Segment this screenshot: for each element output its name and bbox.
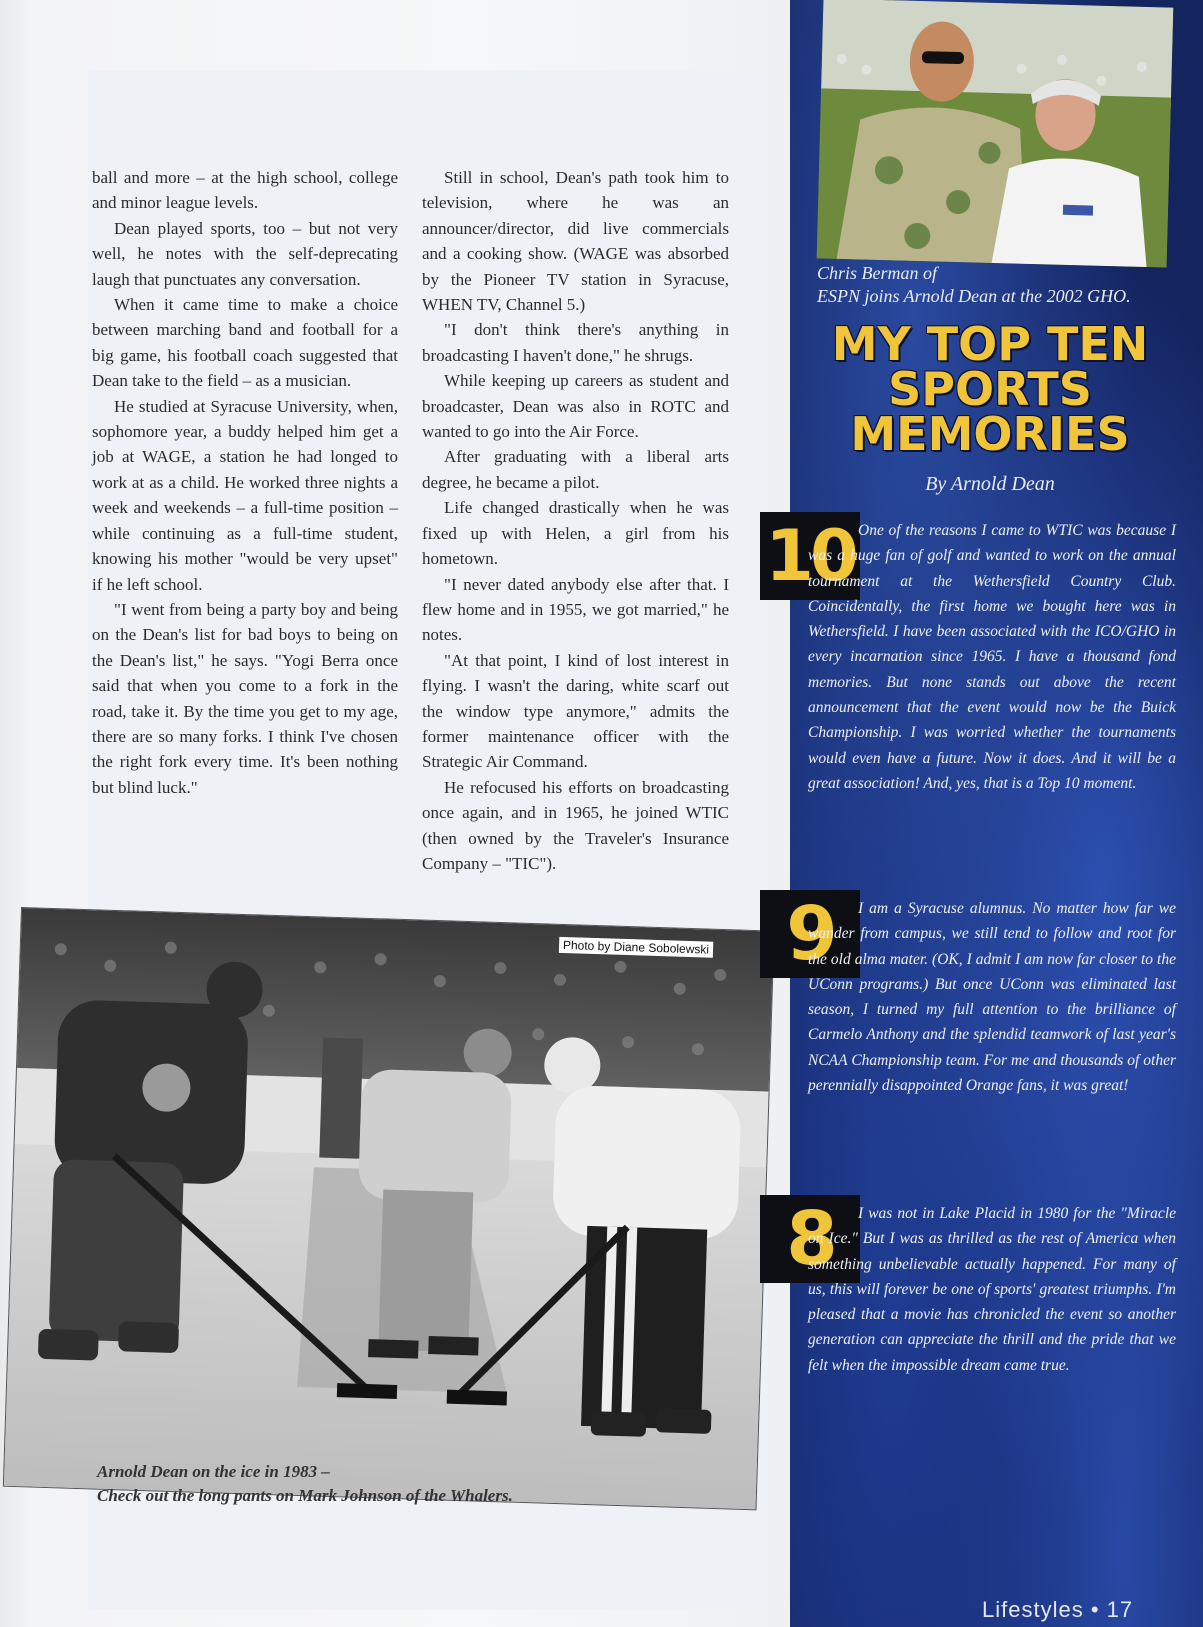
photo-caption: [817, 262, 1177, 308]
berman-dean-photo: [817, 0, 1174, 268]
paragraph: He studied at Syracuse University, when, sophomore year, a buddy helped him get a job at WAGE, a station he had longed to work at as a child. He worked three nights a week and weekends – a full-time position – while continuing as a full-time student, knowing his mother "would be very upset" if he left school.: [92, 396, 398, 594]
rank-badge-9: 9: [760, 890, 860, 978]
caption-line: Arnold Dean on the ice in 1983 –: [97, 1462, 330, 1481]
paragraph: When it came time to make a choice between marching band and football for a big game, his football coach suggested that Dean take to the field – as a musician.: [92, 295, 398, 391]
paragraph: Dean played sports, too – but not very well, he notes with the self-deprecating laugh that punctuates any conversation.: [92, 218, 398, 289]
headline-line: SPORTS: [888, 362, 1092, 416]
page-number: 17: [1106, 1597, 1134, 1622]
rank-badge-8: 8: [760, 1195, 860, 1283]
paragraph: Life changed drastically when he was fixed up with Helen, a girl from his hometown.: [422, 498, 729, 569]
footer-separator: •: [1090, 1597, 1100, 1622]
article-column-left: [92, 165, 398, 800]
top-ten-sidebar: [765, 0, 1203, 1627]
photo-credit: Photo by Diane Sobolewski: [559, 937, 714, 958]
article-column-right: [422, 165, 729, 876]
byline: By Arnold Dean: [925, 473, 1055, 495]
caption-line: ESPN joins Arnold Dean at the 2002 GHO.: [817, 286, 1131, 306]
hockey-faceoff-photo: [4, 908, 774, 1509]
headline-line: MY TOP TEN: [831, 317, 1149, 371]
memory-entry-8: [808, 1201, 1176, 1378]
footer-section: Lifestyles: [982, 1597, 1084, 1622]
caption-line: Check out the long pants on Mark Johnson of the Whalers.: [97, 1486, 513, 1505]
paragraph: ball and more – at the high school, college and minor league levels.: [92, 168, 398, 213]
photo-illustration: [817, 0, 1174, 268]
headline-line: MEMORIES: [850, 407, 1130, 461]
paragraph: While keeping up careers as student and broadcaster, Dean was also in ROTC and wanted to go into the Air Force.: [422, 371, 729, 442]
memory-entry-9: [808, 896, 1176, 1098]
sidebar-headline: [800, 317, 1180, 461]
photo-caption: [97, 1460, 697, 1508]
paragraph: "At that point, I kind of lost interest in flying. I wasn't the daring, white scarf out the window type anymore," admits the former maintenance officer with the Strategic Air Command.: [422, 650, 729, 772]
paragraph: After graduating with a liberal arts degree, he became a pilot.: [422, 447, 729, 492]
entry-text: One of the reasons I came to WTIC was because I was a huge fan of golf and wanted to work on the annual tournament at the Wethersfield Country Club. Coincidentally, the first home we bought here was in Wethersfield. I have been associated with the ICO/GHO in every incarnation since 1965. I have a thousand fond memories. But none stands out above the recent announcement that the event would now be the Buick Championship. I was worried whether the tournaments would even have a future. Now it does. And it will be a great association! And, yes, that is a Top 10 moment.: [808, 522, 1176, 792]
entry-text: I am a Syracuse alumnus. No matter how far we wander from campus, we still tend to follow and root for the old alma mater. (OK, I admit I am now far closer to the UConn programs.) But once UConn was eliminated last season, I turned my full attention to the brilliance of Carmelo Anthony and the splendid teamwork of last year's NCAA Championship team. For me and thousands of other perennially disappointed Orange fans, it was great!: [808, 900, 1176, 1095]
paragraph: He refocused his efforts on broadcasting once again, and in 1965, he joined WTIC (then owned by the Traveler's Insurance Company – "TIC").: [422, 777, 729, 873]
rank-badge-10: 10: [760, 512, 860, 600]
photo-illustration: [4, 908, 774, 1509]
memory-entry-10: [808, 518, 1176, 796]
page-footer: [982, 1597, 1133, 1623]
paragraph: "I don't think there's anything in broadcasting I haven't done," he shrugs.: [422, 320, 729, 365]
paragraph: "I went from being a party boy and being on the Dean's list for bad boys to being on the Dean's list," he says. "Yogi Berra once said that when you come to a fork in the road, take it. By the time you get to my age, there are so many forks. I think I've chosen the right fork every time. It's been nothing but blind luck.": [92, 599, 398, 797]
caption-line: Chris Berman of: [817, 263, 938, 283]
entry-text: I was not in Lake Placid in 1980 for the "Miracle on Ice." But I was as thrilled as the rest of America when something unbelievable actually happened. For many of us, this will forever be one of sports' greatest triumphs. I'm pleased that a movie has chronicled the event so another generation can appreciate the thrill and the pride that we felt when the impossible dream came true.: [808, 1205, 1176, 1374]
paragraph: Still in school, Dean's path took him to television, where he was an announcer/director, did live commercials and a cooking show. (WAGE was absorbed by the Pioneer TV station in Syracuse, WHEN TV, Channel 5.): [422, 168, 729, 315]
paragraph: "I never dated anybody else after that. I flew home and in 1955, we got married," he notes.: [422, 574, 729, 645]
